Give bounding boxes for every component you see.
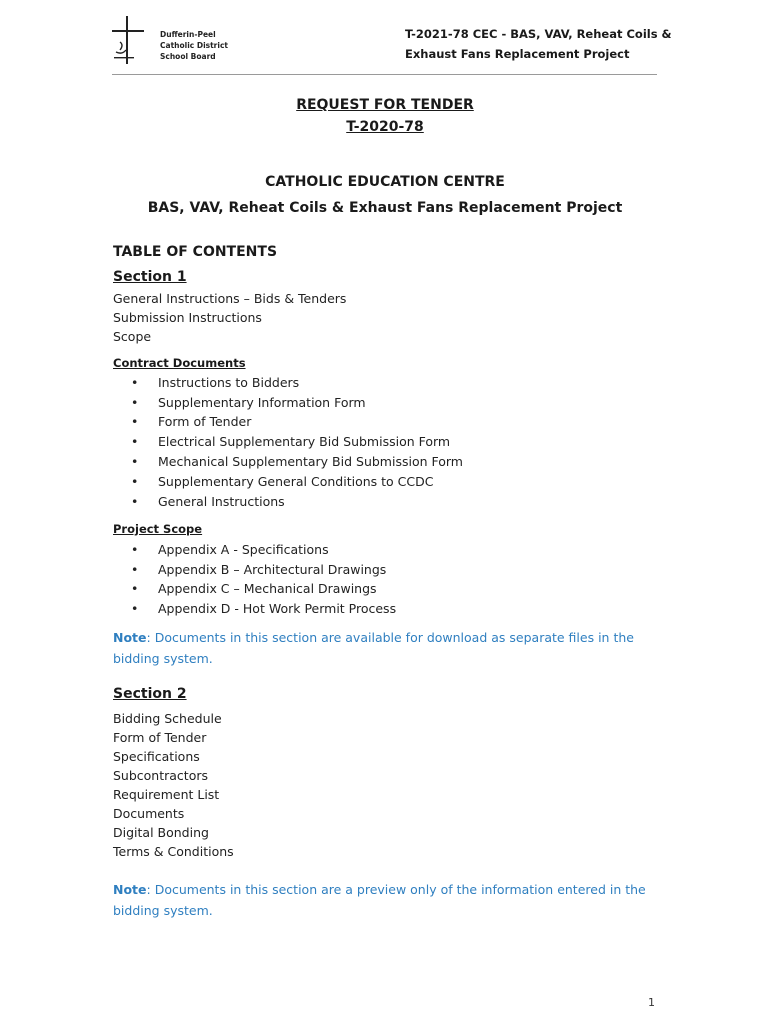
cross-logo-icon xyxy=(112,16,158,66)
bullet-icon: • xyxy=(131,562,139,577)
running-header xyxy=(405,24,672,64)
list-item xyxy=(131,375,299,390)
toc-heading: TABLE OF CONTENTS xyxy=(113,244,278,260)
logo-wordmark xyxy=(160,29,228,62)
list-item xyxy=(131,494,285,509)
list-item-label: Appendix B – Architectural Drawings xyxy=(158,562,387,577)
logo-line: Dufferin-Peel xyxy=(160,30,216,39)
list-item xyxy=(131,542,329,557)
section-1-heading: Section 1 xyxy=(113,269,187,285)
document-title: REQUEST FOR TENDER xyxy=(296,97,474,113)
list-item xyxy=(131,454,463,469)
list-item: Scope xyxy=(113,329,152,344)
list-item: Digital Bonding xyxy=(113,825,209,840)
bullet-icon: • xyxy=(131,395,139,410)
list-item xyxy=(131,601,396,616)
list-item-label: Appendix A - Specifications xyxy=(158,542,329,557)
list-item: Submission Instructions xyxy=(113,310,262,325)
list-item: Bidding Schedule xyxy=(113,711,222,726)
bullet-icon: • xyxy=(131,375,139,390)
project-scope-heading: Project Scope xyxy=(113,522,203,536)
bullet-icon: • xyxy=(131,414,139,429)
list-item-label: Appendix D - Hot Work Permit Process xyxy=(158,601,397,616)
list-item: Specifications xyxy=(113,749,200,764)
list-item xyxy=(131,434,450,449)
bullet-icon: • xyxy=(131,494,139,509)
header-divider xyxy=(112,74,657,75)
tender-number: T-2020-78 xyxy=(346,119,424,135)
list-item-label: Electrical Supplementary Bid Submission Form xyxy=(158,434,451,449)
bullet-icon: • xyxy=(131,454,139,469)
bullet-icon: • xyxy=(131,474,139,489)
section-2-heading: Section 2 xyxy=(113,686,187,702)
note-text: : Documents in this section are a preview only of the information entered in the bidding system. xyxy=(113,882,646,918)
list-item: Form of Tender xyxy=(113,730,207,745)
list-item xyxy=(131,395,366,410)
header-project-line-2: Exhaust Fans Replacement Project xyxy=(405,47,630,61)
header-project-line-1: T-2021-78 CEC - BAS, VAV, Reheat Coils & xyxy=(405,27,672,41)
location-title: CATHOLIC EDUCATION CENTRE xyxy=(265,174,505,190)
list-item: Subcontractors xyxy=(113,768,209,783)
bullet-icon: • xyxy=(131,581,139,596)
bullet-icon: • xyxy=(131,434,139,449)
list-item: Documents xyxy=(113,806,185,821)
note-label: Note xyxy=(113,882,147,897)
list-item-label: Supplementary General Conditions to CCDC xyxy=(158,474,434,489)
list-item-label: Supplementary Information Form xyxy=(158,395,366,410)
logo-line: Catholic District xyxy=(160,41,228,50)
list-item: General Instructions – Bids & Tenders xyxy=(113,291,347,306)
list-item-label: Instructions to Bidders xyxy=(158,375,300,390)
list-item-label: General Instructions xyxy=(158,494,285,509)
contract-documents-heading: Contract Documents xyxy=(113,356,246,370)
list-item xyxy=(131,414,251,429)
note-text: : Documents in this section are available for download as separate files in the bidding system. xyxy=(113,630,634,666)
section-2-note xyxy=(113,879,653,921)
list-item xyxy=(131,581,377,596)
project-title: BAS, VAV, Reheat Coils & Exhaust Fans Replacement Project xyxy=(147,200,623,216)
list-item-label: Appendix C – Mechanical Drawings xyxy=(158,581,377,596)
bullet-icon: • xyxy=(131,542,139,557)
list-item: Requirement List xyxy=(113,787,220,802)
list-item xyxy=(131,562,386,577)
note-label: Note xyxy=(113,630,147,645)
bullet-icon: • xyxy=(131,601,139,616)
section-1-note xyxy=(113,627,653,669)
page-number: 1 xyxy=(648,996,655,1009)
logo-line: School Board xyxy=(160,52,216,61)
list-item xyxy=(131,474,433,489)
school-board-logo xyxy=(112,16,232,66)
list-item-label: Form of Tender xyxy=(158,414,252,429)
list-item-label: Mechanical Supplementary Bid Submission Form xyxy=(158,454,463,469)
list-item: Terms & Conditions xyxy=(113,844,234,859)
